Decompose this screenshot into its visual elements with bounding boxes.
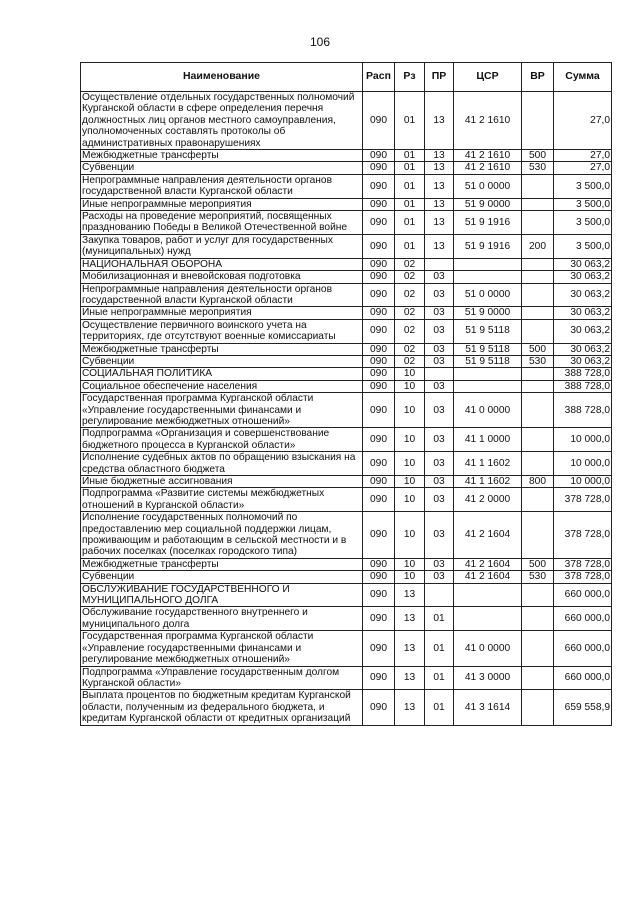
table-row: [81, 476, 612, 488]
cell-rasp: 090: [363, 631, 395, 666]
cell-sum: 3 500,0: [554, 198, 612, 210]
cell-pr: 13: [425, 234, 454, 258]
cell-name: Подпрограмма «Управление государственным долгом Курганской области»: [81, 666, 363, 690]
cell-rz: 13: [395, 631, 425, 666]
cell-sum: 388 728,0: [554, 393, 612, 428]
cell-pr: 13: [425, 150, 454, 162]
table-row: [81, 690, 612, 725]
cell-pr: 01: [425, 666, 454, 690]
cell-name: Подпрограмма «Развитие системы межбюджетных отношений в Курганской области»: [81, 488, 363, 512]
cell-rasp: 090: [363, 258, 395, 270]
cell-pr: 03: [425, 571, 454, 583]
cell-name: Социальное обеспечение населения: [81, 380, 363, 392]
cell-rz: 01: [395, 174, 425, 198]
cell-rz: 13: [395, 666, 425, 690]
cell-name: СОЦИАЛЬНАЯ ПОЛИТИКА: [81, 368, 363, 380]
budget-table: [80, 62, 612, 726]
cell-rz: 02: [395, 283, 425, 307]
cell-rasp: 090: [363, 488, 395, 512]
cell-sum: 10 000,0: [554, 452, 612, 476]
cell-rz: 13: [395, 607, 425, 631]
cell-vr: [522, 583, 554, 607]
table-row: [81, 307, 612, 319]
cell-pr: 03: [425, 452, 454, 476]
cell-rasp: 090: [363, 428, 395, 452]
cell-rz: 10: [395, 393, 425, 428]
cell-vr: [522, 393, 554, 428]
cell-sum: 30 063,2: [554, 319, 612, 343]
table-row: [81, 258, 612, 270]
table-row: [81, 666, 612, 690]
cell-csr: [454, 380, 522, 392]
cell-sum: 10 000,0: [554, 476, 612, 488]
cell-sum: 3 500,0: [554, 174, 612, 198]
cell-vr: 800: [522, 476, 554, 488]
cell-rz: 10: [395, 488, 425, 512]
cell-name: Межбюджетные трансферты: [81, 343, 363, 355]
table-row: [81, 488, 612, 512]
cell-sum: 378 728,0: [554, 571, 612, 583]
header-rz: Рз: [395, 63, 425, 92]
cell-vr: [522, 452, 554, 476]
cell-rz: 13: [395, 583, 425, 607]
cell-vr: [522, 307, 554, 319]
cell-sum: 30 063,2: [554, 307, 612, 319]
table-row: [81, 631, 612, 666]
cell-pr: 13: [425, 198, 454, 210]
header-csr: ЦСР: [454, 63, 522, 92]
cell-sum: 30 063,2: [554, 355, 612, 367]
cell-rasp: 090: [363, 307, 395, 319]
cell-sum: 660 000,0: [554, 631, 612, 666]
cell-csr: 41 2 1610: [454, 150, 522, 162]
cell-name: Иные непрограммные мероприятия: [81, 307, 363, 319]
cell-sum: 27,0: [554, 162, 612, 174]
cell-pr: 03: [425, 558, 454, 570]
cell-pr: 03: [425, 476, 454, 488]
header-sum: Сумма: [554, 63, 612, 92]
cell-name: ОБСЛУЖИВАНИЕ ГОСУДАРСТВЕННОГО И МУНИЦИПАЛЬНОГО ДОЛГА: [81, 583, 363, 607]
cell-rasp: 090: [363, 343, 395, 355]
cell-sum: 27,0: [554, 92, 612, 150]
cell-pr: 03: [425, 428, 454, 452]
cell-sum: 3 500,0: [554, 211, 612, 235]
cell-name: Государственная программа Курганской области «Управление государственными финансами и регулирование межбюджетных отношений»: [81, 393, 363, 428]
table-row: [81, 512, 612, 559]
cell-vr: [522, 488, 554, 512]
cell-rasp: 090: [363, 162, 395, 174]
cell-csr: 51 9 1916: [454, 234, 522, 258]
cell-name: Осуществление первичного воинского учета на территориях, где отсутствуют военные комиссариаты: [81, 319, 363, 343]
header-rasp: Расп: [363, 63, 395, 92]
cell-rz: 10: [395, 368, 425, 380]
cell-csr: 41 1 1602: [454, 476, 522, 488]
table-row: [81, 283, 612, 307]
cell-vr: [522, 319, 554, 343]
cell-rasp: 090: [363, 283, 395, 307]
cell-sum: 378 728,0: [554, 558, 612, 570]
table-row: [81, 150, 612, 162]
table-row: [81, 162, 612, 174]
cell-name: Обслуживание государственного внутреннего и муниципального долга: [81, 607, 363, 631]
cell-csr: 41 2 1610: [454, 162, 522, 174]
cell-sum: 30 063,2: [554, 283, 612, 307]
cell-csr: [454, 271, 522, 283]
cell-csr: 41 1 0000: [454, 428, 522, 452]
cell-name: Расходы на проведение мероприятий, посвященных празднованию Победы в Великой Отечественной войне: [81, 211, 363, 235]
cell-vr: [522, 174, 554, 198]
cell-sum: 660 000,0: [554, 607, 612, 631]
cell-vr: [522, 690, 554, 725]
cell-pr: 13: [425, 92, 454, 150]
header-name: Наименование: [81, 63, 363, 92]
cell-csr: 41 3 0000: [454, 666, 522, 690]
cell-rasp: 090: [363, 150, 395, 162]
cell-csr: 41 2 1604: [454, 558, 522, 570]
cell-pr: 03: [425, 393, 454, 428]
cell-csr: 51 9 1916: [454, 211, 522, 235]
cell-csr: [454, 368, 522, 380]
cell-vr: [522, 631, 554, 666]
cell-rasp: 090: [363, 476, 395, 488]
cell-vr: 530: [522, 162, 554, 174]
cell-vr: 500: [522, 343, 554, 355]
header-vr: ВР: [522, 63, 554, 92]
table-row: [81, 393, 612, 428]
cell-name: Субвенции: [81, 162, 363, 174]
cell-name: Исполнение судебных актов по обращению взыскания на средства областного бюджета: [81, 452, 363, 476]
cell-sum: 3 500,0: [554, 234, 612, 258]
cell-rasp: 090: [363, 234, 395, 258]
cell-rz: 10: [395, 380, 425, 392]
cell-csr: 51 9 5118: [454, 343, 522, 355]
cell-csr: 51 0 0000: [454, 283, 522, 307]
cell-rasp: 090: [363, 319, 395, 343]
cell-rz: 10: [395, 428, 425, 452]
cell-vr: [522, 258, 554, 270]
cell-rasp: 090: [363, 690, 395, 725]
cell-pr: 01: [425, 631, 454, 666]
cell-rasp: 090: [363, 512, 395, 559]
cell-name: Подпрограмма «Организация и совершенствование бюджетного процесса в Курганской области»: [81, 428, 363, 452]
table-row: [81, 428, 612, 452]
cell-vr: [522, 380, 554, 392]
cell-sum: 27,0: [554, 150, 612, 162]
cell-rz: 01: [395, 92, 425, 150]
cell-pr: 13: [425, 162, 454, 174]
cell-vr: [522, 428, 554, 452]
cell-csr: 51 9 0000: [454, 307, 522, 319]
table-row: [81, 198, 612, 210]
cell-rasp: 090: [363, 211, 395, 235]
cell-sum: 378 728,0: [554, 512, 612, 559]
cell-rz: 10: [395, 476, 425, 488]
cell-vr: [522, 607, 554, 631]
cell-pr: 03: [425, 355, 454, 367]
cell-pr: 03: [425, 343, 454, 355]
cell-name: Субвенции: [81, 355, 363, 367]
cell-pr: 13: [425, 174, 454, 198]
cell-rz: 01: [395, 198, 425, 210]
cell-sum: 10 000,0: [554, 428, 612, 452]
cell-vr: 530: [522, 355, 554, 367]
cell-vr: [522, 666, 554, 690]
cell-sum: 660 000,0: [554, 666, 612, 690]
cell-name: Закупка товаров, работ и услуг для государственных (муниципальных) нужд: [81, 234, 363, 258]
cell-rz: 02: [395, 355, 425, 367]
cell-rasp: 090: [363, 558, 395, 570]
cell-sum: 30 063,2: [554, 271, 612, 283]
cell-name: Осуществление отдельных государственных полномочий Курганской области в сфере определения перечня должностных лиц органов местного самоуправления, уполномоченных составлять протоколы об административных правонарушениях: [81, 92, 363, 150]
cell-sum: 388 728,0: [554, 368, 612, 380]
table-row: [81, 452, 612, 476]
cell-pr: 03: [425, 380, 454, 392]
cell-csr: [454, 583, 522, 607]
cell-pr: 03: [425, 307, 454, 319]
cell-pr: 01: [425, 690, 454, 725]
cell-csr: 41 1 1602: [454, 452, 522, 476]
cell-sum: 660 000,0: [554, 583, 612, 607]
cell-rz: 10: [395, 571, 425, 583]
cell-csr: 41 2 1604: [454, 571, 522, 583]
table-row: [81, 368, 612, 380]
cell-rz: 10: [395, 558, 425, 570]
cell-rz: 02: [395, 319, 425, 343]
cell-rz: 01: [395, 211, 425, 235]
cell-sum: 378 728,0: [554, 488, 612, 512]
cell-vr: [522, 283, 554, 307]
header-pr: ПР: [425, 63, 454, 92]
cell-rz: 01: [395, 150, 425, 162]
cell-rasp: 090: [363, 198, 395, 210]
cell-csr: 41 0 0000: [454, 393, 522, 428]
cell-pr: 03: [425, 283, 454, 307]
cell-csr: 51 9 5118: [454, 319, 522, 343]
cell-sum: 659 558,9: [554, 690, 612, 725]
cell-csr: 41 3 1614: [454, 690, 522, 725]
cell-name: Межбюджетные трансферты: [81, 558, 363, 570]
cell-csr: 41 2 1610: [454, 92, 522, 150]
cell-csr: 51 9 5118: [454, 355, 522, 367]
cell-pr: 03: [425, 512, 454, 559]
cell-pr: 13: [425, 211, 454, 235]
cell-vr: 500: [522, 150, 554, 162]
cell-pr: 03: [425, 319, 454, 343]
cell-vr: [522, 512, 554, 559]
table-header-row: [81, 63, 612, 92]
cell-name: Выплата процентов по бюджетным кредитам Курганской области, полученным из федерального бюджета, и кредитам Курганской области от кредитных организаций: [81, 690, 363, 725]
cell-rasp: 090: [363, 271, 395, 283]
table-row: [81, 558, 612, 570]
table-row: [81, 319, 612, 343]
cell-pr: 03: [425, 488, 454, 512]
cell-rz: 02: [395, 258, 425, 270]
cell-pr: [425, 368, 454, 380]
cell-csr: [454, 607, 522, 631]
cell-csr: 51 9 0000: [454, 198, 522, 210]
cell-name: Субвенции: [81, 571, 363, 583]
table-row: [81, 234, 612, 258]
table-row: [81, 583, 612, 607]
cell-csr: 41 2 0000: [454, 488, 522, 512]
table-row: [81, 211, 612, 235]
cell-csr: 51 0 0000: [454, 174, 522, 198]
cell-vr: [522, 198, 554, 210]
cell-name: Государственная программа Курганской области «Управление государственными финансами и регулирование межбюджетных отношений»: [81, 631, 363, 666]
cell-rz: 01: [395, 162, 425, 174]
cell-rasp: 090: [363, 368, 395, 380]
table-body: [81, 92, 612, 726]
cell-rz: 01: [395, 234, 425, 258]
cell-rasp: 090: [363, 666, 395, 690]
cell-rz: 02: [395, 271, 425, 283]
table-row: [81, 174, 612, 198]
cell-vr: [522, 211, 554, 235]
cell-sum: 388 728,0: [554, 380, 612, 392]
cell-name: Мобилизационная и вневойсковая подготовка: [81, 271, 363, 283]
table-row: [81, 92, 612, 150]
cell-name: Исполнение государственных полномочий по предоставлению мер социальной поддержки лицам, проживающим и работающим в сельской местности и в рабочих поселках (поселках городского типа): [81, 512, 363, 559]
table-row: [81, 571, 612, 583]
cell-csr: [454, 258, 522, 270]
cell-rz: 13: [395, 690, 425, 725]
table-row: [81, 607, 612, 631]
cell-name: Межбюджетные трансферты: [81, 150, 363, 162]
table-row: [81, 355, 612, 367]
cell-rz: 10: [395, 512, 425, 559]
cell-vr: [522, 368, 554, 380]
cell-vr: 500: [522, 558, 554, 570]
table-row: [81, 343, 612, 355]
cell-pr: 01: [425, 607, 454, 631]
cell-csr: 41 0 0000: [454, 631, 522, 666]
cell-vr: [522, 92, 554, 150]
cell-pr: [425, 258, 454, 270]
cell-rasp: 090: [363, 355, 395, 367]
table-row: [81, 271, 612, 283]
cell-rasp: 090: [363, 452, 395, 476]
cell-vr: 530: [522, 571, 554, 583]
cell-rasp: 090: [363, 380, 395, 392]
cell-rasp: 090: [363, 393, 395, 428]
cell-sum: 30 063,2: [554, 343, 612, 355]
cell-name: Иные бюджетные ассигнования: [81, 476, 363, 488]
cell-name: Иные непрограммные мероприятия: [81, 198, 363, 210]
cell-rz: 02: [395, 307, 425, 319]
cell-csr: 41 2 1604: [454, 512, 522, 559]
cell-sum: 30 063,2: [554, 258, 612, 270]
cell-rasp: 090: [363, 607, 395, 631]
cell-pr: [425, 583, 454, 607]
cell-vr: 200: [522, 234, 554, 258]
cell-pr: 03: [425, 271, 454, 283]
table-row: [81, 380, 612, 392]
cell-name: Непрограммные направления деятельности органов государственной власти Курганской области: [81, 283, 363, 307]
cell-name: НАЦИОНАЛЬНАЯ ОБОРОНА: [81, 258, 363, 270]
cell-rz: 02: [395, 343, 425, 355]
cell-rasp: 090: [363, 583, 395, 607]
cell-rz: 10: [395, 452, 425, 476]
page-number: 106: [309, 35, 331, 49]
cell-rasp: 090: [363, 571, 395, 583]
cell-vr: [522, 271, 554, 283]
cell-name: Непрограммные направления деятельности органов государственной власти Курганской области: [81, 174, 363, 198]
cell-rasp: 090: [363, 174, 395, 198]
cell-rasp: 090: [363, 92, 395, 150]
